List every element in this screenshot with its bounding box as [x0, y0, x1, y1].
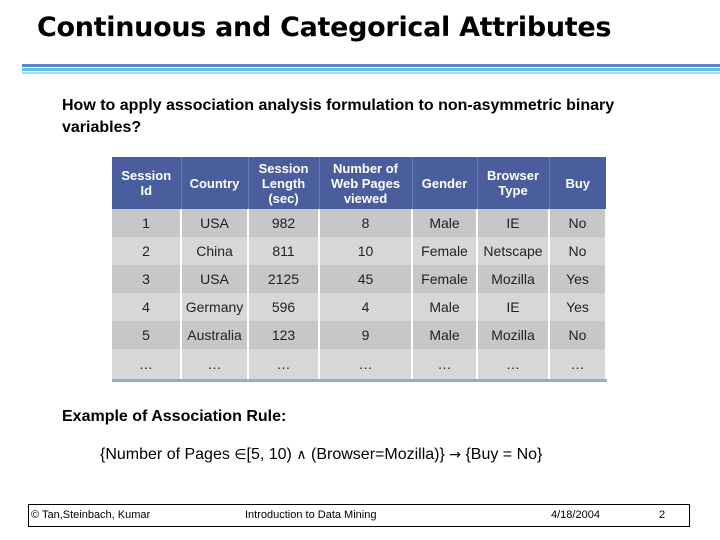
table-cell: IE	[477, 293, 549, 321]
title-rule-dark	[22, 64, 720, 67]
table-cell: China	[181, 237, 248, 265]
table-cell: 596	[248, 293, 319, 321]
rule-open: {Number of Pages	[100, 446, 235, 463]
table-cell: Netscape	[477, 237, 549, 265]
table-row	[112, 237, 606, 265]
table-cell: No	[549, 321, 606, 349]
header-session-length: Session Length (sec)	[248, 157, 319, 209]
table-row	[112, 293, 606, 321]
table-cell: 982	[248, 209, 319, 237]
table-cell: 8	[319, 209, 412, 237]
table-cell: Male	[412, 209, 477, 237]
table-cell: 9	[319, 321, 412, 349]
example-label: Example of Association Rule:	[62, 408, 287, 425]
table-row	[112, 265, 606, 293]
footer-course: Introduction to Data Mining	[245, 509, 377, 521]
header-gender: Gender	[412, 157, 477, 209]
table-cell: Female	[412, 265, 477, 293]
table-cell: …	[248, 349, 319, 381]
table-cell: 3	[112, 265, 181, 293]
table-cell: Germany	[181, 293, 248, 321]
table-cell: USA	[181, 265, 248, 293]
header-session-id: Session Id	[112, 157, 181, 209]
title-rule-mid	[22, 68, 720, 71]
title-rule-light	[22, 72, 720, 74]
table-header-row	[112, 157, 606, 209]
table-cell: No	[549, 209, 606, 237]
logical-and-symbol: ∧	[296, 447, 307, 463]
table-cell: Male	[412, 321, 477, 349]
table-cell: Yes	[549, 293, 606, 321]
rule-consequent: {Buy = No}	[461, 446, 543, 463]
table-cell: 1	[112, 209, 181, 237]
table-cell: 45	[319, 265, 412, 293]
table-cell: 2	[112, 237, 181, 265]
table-cell: Male	[412, 293, 477, 321]
question-text: How to apply association analysis formulation to non-asymmetric binary variables?	[62, 97, 615, 136]
table-cell: …	[181, 349, 248, 381]
table-cell: USA	[181, 209, 248, 237]
rule-interval: [5, 10)	[246, 446, 297, 463]
table-cell: …	[549, 349, 606, 381]
table-row	[112, 209, 606, 237]
footer-bar	[28, 504, 690, 527]
association-rule	[100, 446, 542, 464]
footer-page-number: 2	[659, 509, 666, 521]
table-cell: …	[412, 349, 477, 381]
table-cell: …	[477, 349, 549, 381]
footer-author: © Tan,Steinbach, Kumar	[31, 509, 151, 521]
table-row	[112, 349, 606, 381]
table-row	[112, 321, 606, 349]
table-cell: 4	[112, 293, 181, 321]
arrow-icon: →	[449, 447, 461, 463]
element-of-symbol: ∈	[234, 447, 247, 463]
table-cell: 2125	[248, 265, 319, 293]
table-cell: 811	[248, 237, 319, 265]
table-cell: No	[549, 237, 606, 265]
session-table	[112, 157, 607, 382]
table-cell: Yes	[549, 265, 606, 293]
header-web-pages: Number of Web Pages viewed	[319, 157, 412, 209]
table-cell: Mozilla	[477, 265, 549, 293]
rule-condition: (Browser=Mozilla)}	[306, 446, 450, 463]
table-cell: 10	[319, 237, 412, 265]
table-cell: Female	[412, 237, 477, 265]
header-country: Country	[181, 157, 248, 209]
table-cell: …	[112, 349, 181, 381]
table-cell: 4	[319, 293, 412, 321]
header-browser-type: Browser Type	[477, 157, 549, 209]
table-cell: IE	[477, 209, 549, 237]
table-cell: 123	[248, 321, 319, 349]
footer-date: 4/18/2004	[551, 509, 600, 521]
table-cell: Mozilla	[477, 321, 549, 349]
slide-title: Continuous and Categorical Attributes	[37, 12, 612, 43]
table-cell: …	[319, 349, 412, 381]
table-cell: 5	[112, 321, 181, 349]
header-buy: Buy	[549, 157, 606, 209]
table-cell: Australia	[181, 321, 248, 349]
